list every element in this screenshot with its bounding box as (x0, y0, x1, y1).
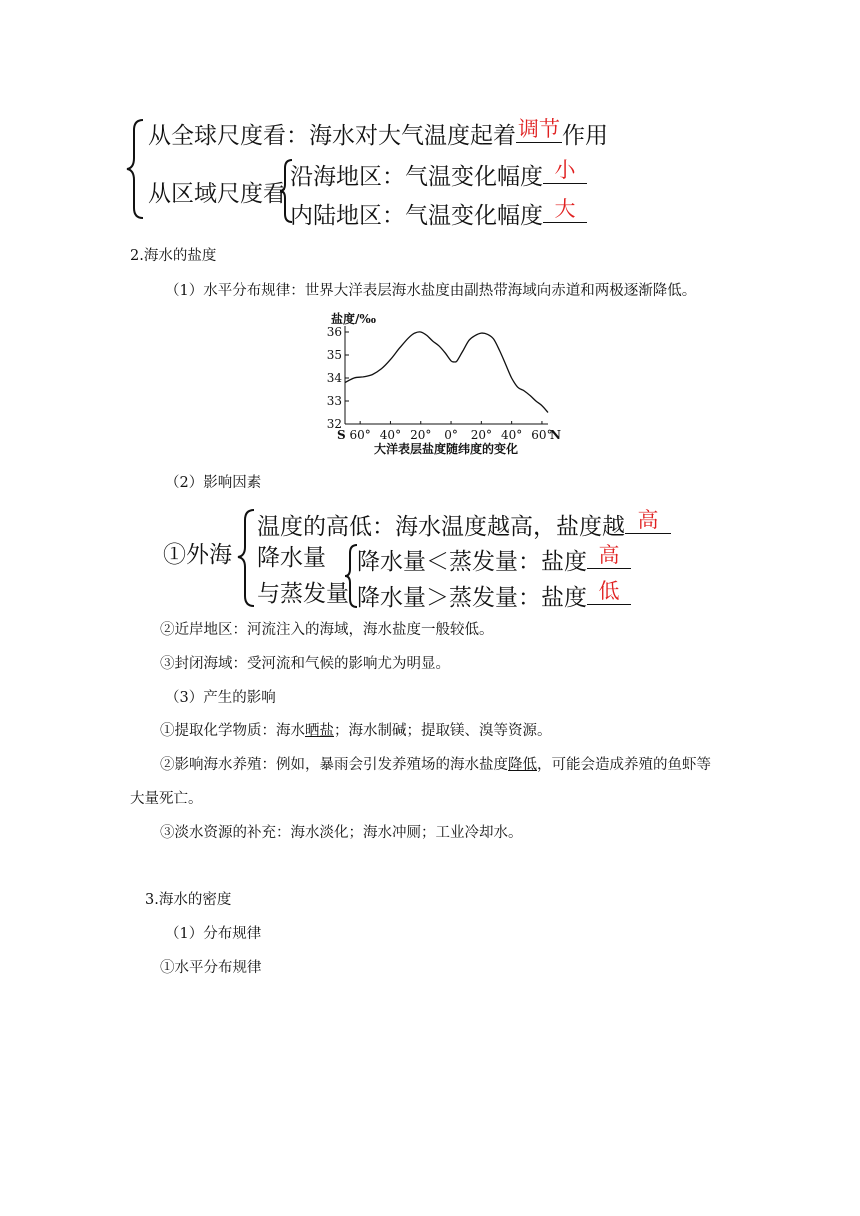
global-blank (516, 118, 562, 143)
brace-outer (125, 118, 145, 220)
y-tick-label-33: 33 (326, 394, 342, 408)
y-tick-label-34: 34 (326, 371, 342, 385)
section2-p1: （1）水平分布规律：世界大洋表层海水盐度由副热带海域向赤道和两极逐渐降低。 (165, 283, 697, 299)
impact2-post: ，可能会造成养殖的鱼虾等 (537, 757, 711, 773)
precip-label-2: 与蒸发量 (257, 581, 349, 607)
impact2-text (160, 755, 711, 775)
factors-heading: （2）影响因素 (165, 475, 262, 491)
salinity-series-line (345, 332, 548, 413)
temp-answer: 高 (637, 508, 659, 532)
inland-line (290, 198, 587, 230)
global-label: 从全球尺度看：海水对大气温度起着 (148, 123, 516, 149)
impact2-underlined: 降低 (508, 757, 537, 773)
impact-heading: （3）产生的影响 (165, 690, 276, 706)
impact3-text: ③淡水资源的补充：海水淡化；海水冲厕；工业冷却水。 (160, 825, 523, 841)
outer-sea-label: ①外海 (163, 542, 232, 568)
inland-label: 内陆地区：气温变化幅度 (290, 203, 543, 229)
coastal-line (290, 159, 587, 191)
x-tick-label-6: 60° (531, 428, 553, 442)
impact1-pre: ①提取化学物质：海水 (160, 723, 305, 739)
precip-less-answer: 高 (598, 543, 620, 567)
precip-more-line (357, 580, 631, 612)
chart-x-start: S (337, 428, 346, 442)
x-tick-label-1: 40° (379, 428, 402, 442)
temp-line (257, 509, 671, 541)
impact2-pre: ②影响海水养殖：例如，暴雨会引发养殖场的海水盐度 (160, 757, 508, 773)
y-tick-label-36: 36 (326, 325, 342, 339)
x-tick-label-0: 60° (349, 428, 371, 442)
precip-label-1: 降水量 (257, 545, 326, 571)
x-tick-label-4: 20° (470, 428, 492, 442)
y-tick-label-35: 35 (326, 348, 342, 362)
x-tick-label-3: 0° (444, 428, 458, 442)
section3-heading: 3.海水的密度 (145, 892, 232, 908)
precip-more-blank (587, 580, 631, 605)
inland-answer: 大 (554, 197, 576, 221)
section3-p2: ①水平分布规律 (160, 960, 262, 976)
chart-x-end: N (550, 428, 561, 442)
nearshore-text: ②近岸地区：河流注入的海域，海水盐度一般较低。 (160, 622, 494, 638)
impact1-post: ；海水制碱；提取镁、溴等资源。 (334, 723, 552, 739)
precip-more-label: 降水量＞蒸发量：盐度 (357, 585, 587, 611)
x-tick-label-5: 40° (501, 428, 523, 442)
temp-blank (625, 509, 671, 534)
precip-more-answer: 低 (598, 579, 620, 603)
x-tick-label-2: 20° (410, 428, 432, 442)
impact2-line2: 大量死亡。 (130, 791, 203, 807)
salinity-chart (300, 308, 580, 460)
global-answer: 调节 (518, 117, 560, 141)
coastal-answer: 小 (554, 158, 576, 182)
impact1-underlined: 晒盐 (305, 723, 334, 739)
temp-label: 温度的高低：海水温度越高，盐度越 (257, 514, 625, 540)
coastal-label: 沿海地区：气温变化幅度 (290, 164, 543, 190)
coastal-blank (543, 159, 587, 184)
regional-label: 从区域尺度看 (148, 181, 286, 207)
precip-less-label: 降水量＜蒸发量：盐度 (357, 549, 587, 575)
section2-heading: 2.海水的盐度 (130, 248, 217, 264)
closed-sea-text: ③封闭海域：受河流和气候的影响尤为明显。 (160, 656, 450, 672)
global-scale-line (148, 118, 608, 150)
y-tick-label-32: 32 (326, 417, 342, 431)
precip-less-blank (587, 544, 631, 569)
global-suffix: 作用 (562, 123, 608, 149)
precip-less-line (357, 544, 631, 576)
inland-blank (543, 198, 587, 223)
chart-title: 大洋表层盐度随纬度的变化 (373, 442, 519, 456)
brace-outer-sea (236, 508, 256, 608)
section3-p1: （1）分布规律 (165, 926, 262, 942)
chart-ylabel: 盐度/‰ (331, 312, 377, 326)
impact1-text (160, 721, 552, 741)
